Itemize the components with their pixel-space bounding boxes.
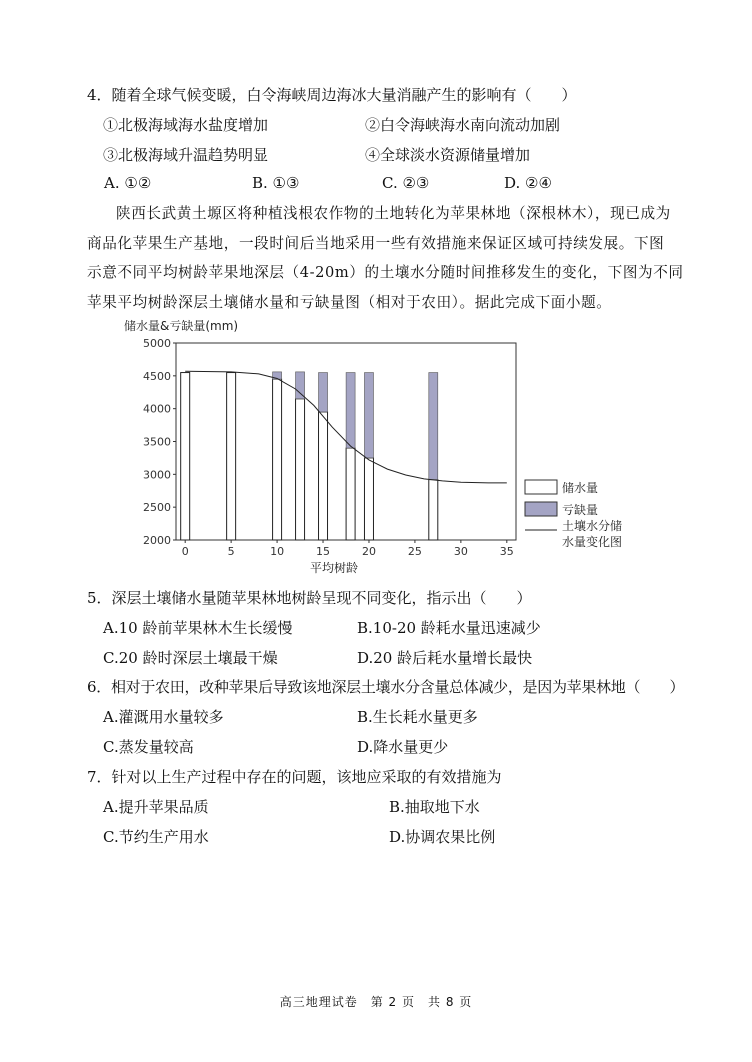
y-axis-title: 储水量&亏缺量(mm)	[124, 319, 239, 333]
deficit-bar	[296, 372, 305, 399]
y-tick-label: 3500	[143, 435, 171, 449]
q5-option-d: D.20 龄后耗水量增长最快	[357, 649, 533, 667]
legend-label-curve-2: 水量变化图	[562, 535, 623, 549]
deficit-bar	[429, 373, 438, 480]
deficit-bar	[346, 373, 355, 449]
legend	[525, 480, 622, 549]
storage-bar	[227, 373, 236, 540]
q6-option-a: A.灌溉用水量较多	[103, 708, 224, 726]
q4-item-3: ③北极海域升温趋势明显	[103, 146, 269, 164]
question-7-stem: 7．针对以上生产过程中存在的问题，该地应采取的有效措施为	[87, 768, 502, 786]
q4-option-b: B. ①③	[252, 174, 300, 192]
q5-option-b: B.10-20 龄耗水量迅速减少	[357, 619, 541, 637]
question-4-stem: 4．随着全球气候变暖，白令海峡周边海冰大量消融产生的影响有（ ）	[87, 86, 577, 104]
q7-option-d: D.协调农果比例	[389, 828, 496, 846]
storage-bar	[273, 379, 282, 540]
q6-option-d: D.降水量更少	[357, 738, 449, 756]
q4-option-d: D. ②④	[504, 174, 552, 192]
y-tick-label: 4500	[143, 369, 171, 383]
q6-option-b: B.生长耗水量更多	[357, 708, 478, 726]
q5-option-a: A.10 龄前苹果林木生长缓慢	[103, 619, 293, 637]
legend-label-curve-1: 土壤水分储	[562, 519, 623, 533]
storage-bar	[429, 480, 438, 540]
passage-line-4: 苹果平均树龄深层土壤储水量和亏缺量图（相对于农田）。据此完成下面小题。	[87, 293, 612, 311]
x-tick-label: 15	[316, 545, 331, 558]
passage-line-1: 陕西长武黄土塬区将种植浅根农作物的土地转化为苹果林地（深根林木），现已成为	[116, 205, 671, 222]
q4-item-1: ①北极海域海水盐度增加	[103, 116, 269, 134]
legend-swatch-storage	[525, 480, 557, 494]
page-footer: 高三地理试卷 第 2 页 共 8 页	[279, 995, 473, 1009]
q7-option-c: C.节约生产用水	[103, 828, 209, 846]
x-tick-label: 25	[407, 545, 422, 558]
passage	[87, 199, 687, 317]
q5-option-c: C.20 龄时深层土壤最干燥	[103, 649, 278, 667]
x-tick-label: 35	[499, 545, 514, 558]
q4-option-a: A. ①②	[104, 174, 152, 192]
y-tick-label: 5000	[143, 337, 171, 350]
deficit-bar	[364, 373, 373, 458]
q4-item-2: ②白令海峡海水南向流动加剧	[365, 116, 561, 134]
storage-bar	[364, 458, 373, 540]
y-tick-label: 4000	[143, 402, 171, 416]
storage-bar	[296, 399, 305, 540]
storage-bar	[319, 412, 328, 540]
x-tick-label: 30	[453, 545, 468, 558]
q7-option-b: B.抽取地下水	[389, 798, 480, 816]
q6-option-c: C.蒸发量较高	[103, 738, 194, 756]
legend-swatch-deficit	[525, 502, 557, 516]
y-tick-label: 3000	[143, 468, 171, 482]
question-5-stem: 5．深层土壤储水量随苹果林地树龄呈现不同变化，指示出（ ）	[87, 589, 532, 607]
storage-bar	[346, 448, 355, 540]
y-tick-label: 2500	[143, 501, 171, 515]
q4-item-4: ④全球淡水资源储量增加	[365, 146, 531, 164]
storage-bar	[181, 373, 190, 540]
passage-line-3: 示意不同平均树龄苹果地深层（4-20m）的土壤水分随时间推移发生的变化，下图为不同	[87, 264, 684, 281]
x-tick-label: 0	[181, 545, 189, 558]
x-axis-title: 平均树龄	[310, 561, 359, 575]
q7-option-a: A.提升苹果品质	[103, 798, 209, 816]
deficit-bar	[319, 373, 328, 412]
legend-label-storage: 储水量	[562, 481, 599, 495]
x-tick-label: 5	[227, 545, 235, 558]
legend-label-deficit: 亏缺量	[562, 503, 599, 517]
x-tick-label: 20	[361, 545, 376, 558]
y-tick-label: 2000	[143, 534, 171, 547]
q4-option-c: C. ②③	[382, 174, 430, 192]
x-tick-label: 10	[270, 545, 285, 558]
passage-line-2: 商品化苹果生产基地，一段时间后当地采用一些有效措施来保证区域可持续发展。下图	[87, 234, 665, 252]
question-6-stem: 6．相对于农田，改种苹果后导致该地深层土壤水分含量总体减少，是因为苹果林地（ ）	[87, 678, 685, 696]
soil-water-chart	[120, 316, 660, 578]
